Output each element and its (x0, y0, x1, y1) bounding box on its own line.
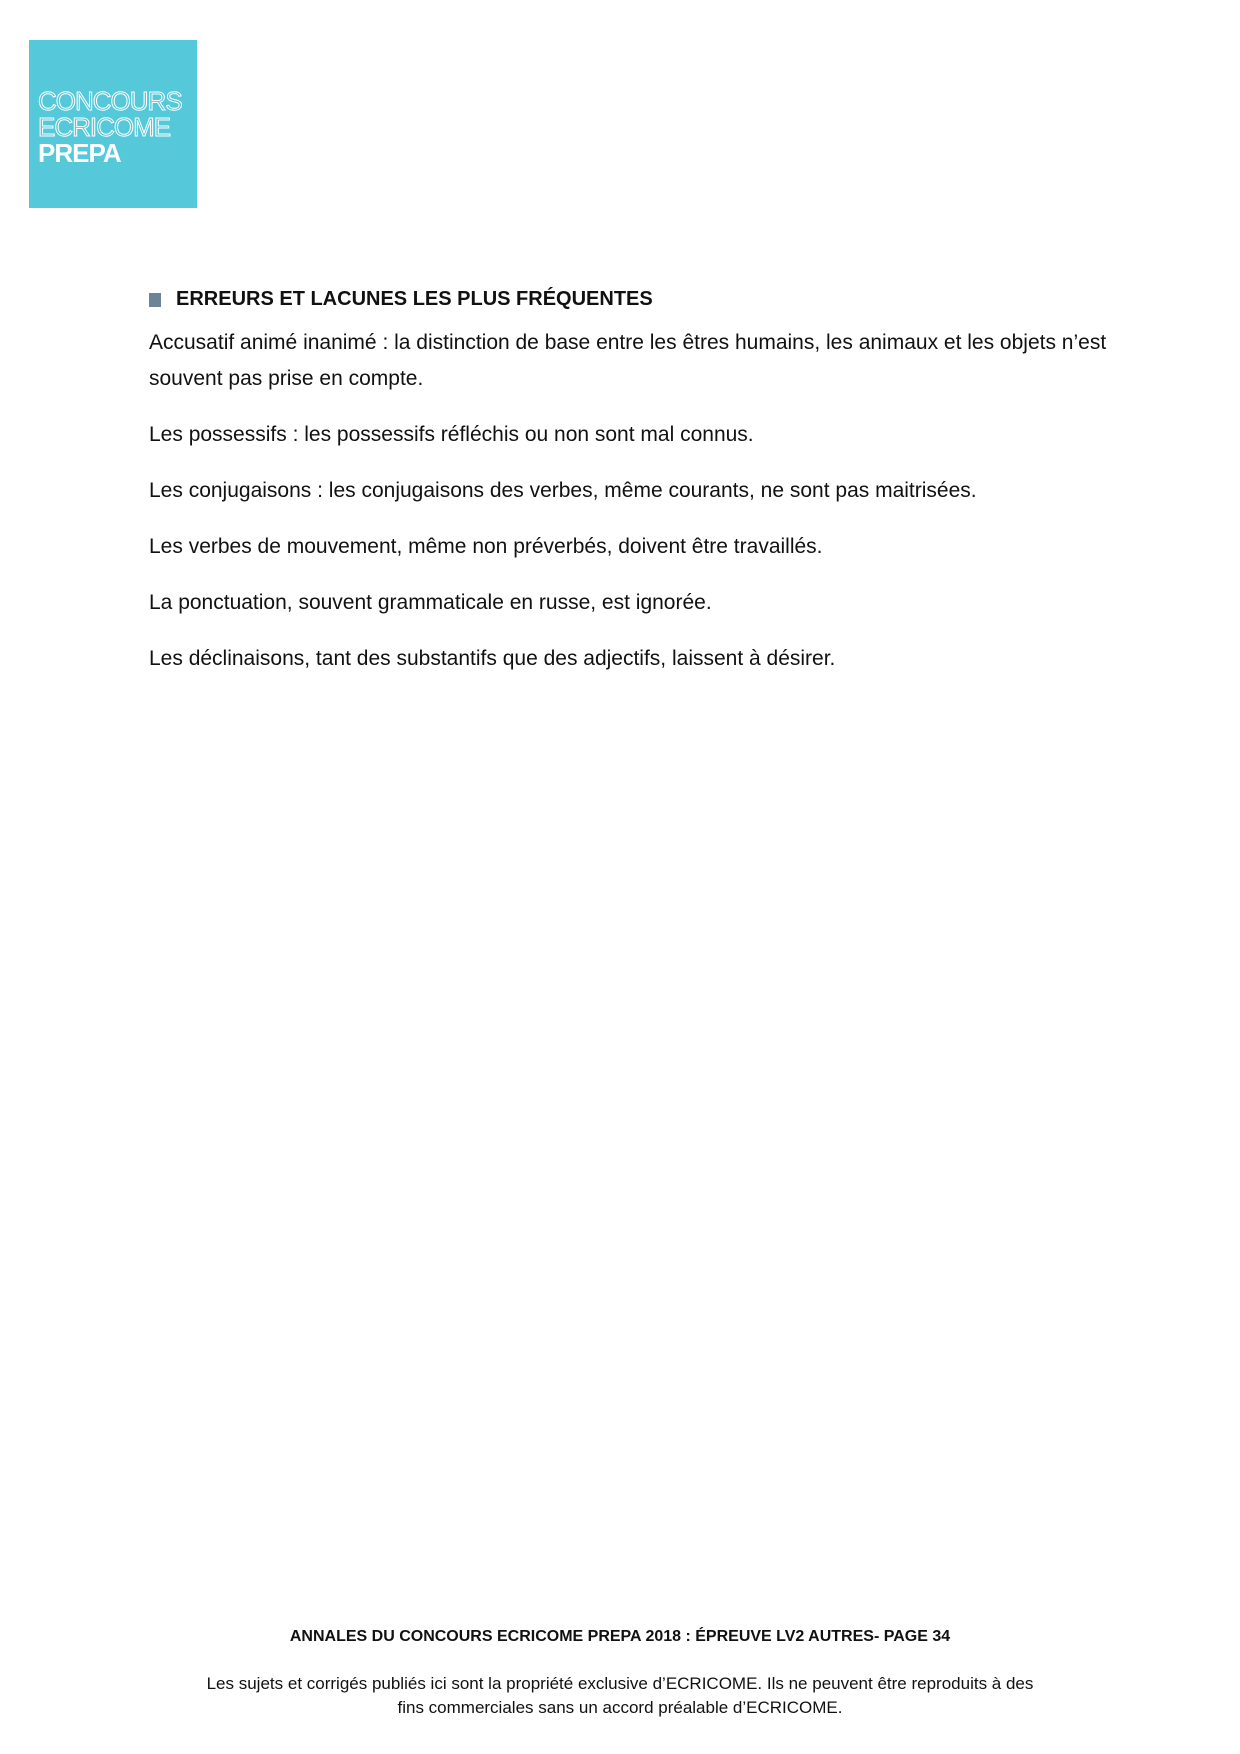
logo-text-concours: CONCOURS (38, 86, 182, 116)
paragraph-accusatif: Accusatif animé inanimé : la distinction de base entre les êtres humains, les animaux et les objets n’est souvent pas prise en compte. (149, 331, 1107, 390)
footer-copyright-notice (0, 1672, 1240, 1720)
footer-notice-line-2: fins commerciales sans un accord préalable d’ECRICOME. (397, 1698, 843, 1717)
logo-text-prepa: PREPA (38, 138, 121, 168)
square-bullet-icon (149, 293, 161, 307)
paragraph-ponctuation: La ponctuation, souvent grammaticale en russe, est ignorée. (149, 591, 712, 614)
logo-text-ecricome: ECRICOME (38, 112, 171, 142)
section-heading (149, 288, 1109, 311)
paragraph-conjugaisons: Les conjugaisons : les conjugaisons des verbes, même courants, ne sont pas maitrisées. (149, 479, 977, 502)
footer-notice-line-1: Les sujets et corrigés publiés ici sont la propriété exclusive d’ECRICOME. Ils ne peuvent être reproduits à des (206, 1674, 1034, 1693)
paragraph-declinaisons: Les déclinaisons, tant des substantifs que des adjectifs, laissent à désirer. (149, 647, 836, 670)
paragraph-possessifs: Les possessifs : les possessifs réfléchis ou non sont mal connus. (149, 423, 754, 446)
ecricome-logo (29, 40, 197, 208)
paragraph-verbes-mouvement: Les verbes de mouvement, même non préverbés, doivent être travaillés. (149, 535, 823, 558)
section-heading-text: ERREURS ET LACUNES LES PLUS FRÉQUENTES (176, 288, 653, 310)
errors-section (149, 288, 1109, 697)
footer-title: ANNALES DU CONCOURS ECRICOME PREPA 2018 : ÉPREUVE LV2 AUTRES- PAGE 34 (289, 1628, 951, 1645)
